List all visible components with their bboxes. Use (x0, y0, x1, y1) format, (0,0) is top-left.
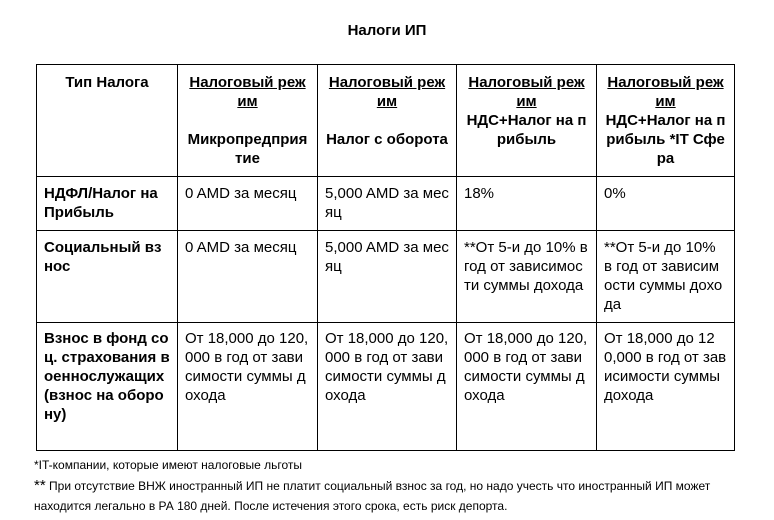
row-label: Взнос в фонд соц. страхования военнослужащих (взнос на оборону) (37, 323, 178, 451)
column-subtitle: Налог с оборота (326, 131, 448, 148)
table-cell: От 18,000 до 120,000 в год от зависимости суммы дохода (457, 323, 597, 451)
page-title: Налоги ИП (347, 22, 427, 39)
footnote-text: При отсутствие ВНЖ иностранный ИП не платит социальный взнос за год, но надо учесть что иностранный ИП может находится легально в РА 180 дней. После истечения этого срока, есть риск депорта. (34, 479, 711, 513)
column-subtitle: НДС+Налог на прибыль (466, 112, 587, 148)
footnote-marker: ** (34, 477, 46, 494)
footnote-it-companies: *IT-компании, которые имеют налоговые льготы (34, 458, 302, 472)
footnote-residence (34, 476, 746, 516)
column-header (457, 65, 597, 177)
row-label: НДФЛ/Налог на Прибыль (37, 177, 178, 231)
column-subtitle: Микропредприятие (187, 131, 308, 167)
corner-header: Тип Налога (37, 65, 178, 177)
column-subtitle: НДС+Налог на прибыль *IT Сфера (605, 112, 726, 167)
table-cell: 0% (597, 177, 735, 231)
tax-table (36, 64, 735, 451)
table-cell: 5,000 AMD за месяц (318, 177, 457, 231)
column-heading: Налоговый режим (468, 74, 585, 110)
column-header (597, 65, 735, 177)
table-cell: 5,000 AMD за месяц (318, 231, 457, 323)
table-cell: **От 5-и до 10% в год от зависимости суммы дохода (597, 231, 735, 323)
table-cell: 0 AMD за месяц (178, 177, 318, 231)
header-row (37, 65, 735, 177)
table-cell: От 18,000 до 120,000 в год от зависимости суммы дохода (318, 323, 457, 451)
column-heading: Налоговый режим (328, 74, 446, 110)
table-cell: От 18,000 до 120,000 в год от зависимости суммы дохода (597, 323, 735, 451)
table-row (37, 177, 735, 231)
column-heading: Налоговый режим (189, 74, 306, 110)
table-cell: От 18,000 до 120,000 в год от зависимости суммы дохода (178, 323, 318, 451)
column-heading: Налоговый режим (607, 74, 724, 110)
table-cell: **От 5-и до 10% в год от зависимости суммы дохода (457, 231, 597, 323)
table-cell: 0 AMD за месяц (178, 231, 318, 323)
table-cell: 18% (457, 177, 597, 231)
column-header (178, 65, 318, 177)
table-row (37, 231, 735, 323)
row-label: Социальный взнос (37, 231, 178, 323)
column-header (318, 65, 457, 177)
table-row (37, 323, 735, 451)
